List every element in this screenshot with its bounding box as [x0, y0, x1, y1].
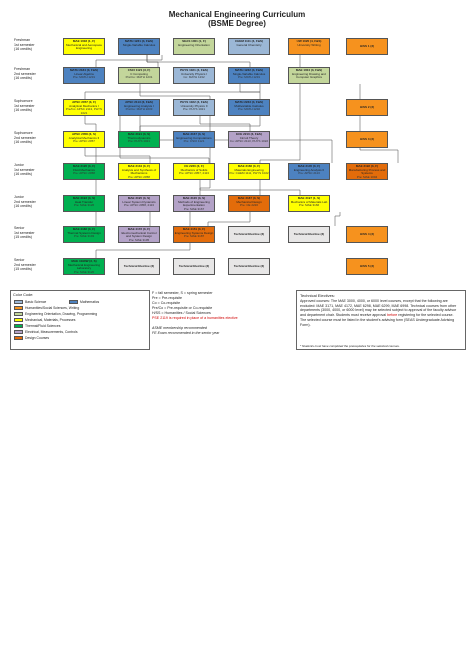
- course-name: Thermal Systems Design: [67, 230, 101, 235]
- course-name: Linear Algebra: [74, 71, 94, 76]
- course-code: Technical Elective (3): [233, 264, 265, 268]
- course-box: [288, 195, 330, 212]
- legend-swatch: [14, 336, 23, 340]
- semester-label-line1: Freshman: [14, 38, 31, 42]
- course-code: MAE 3145 (3, F): [297, 164, 321, 168]
- course-req: Pre: CSCI 1121: [183, 139, 205, 144]
- course-box: [63, 99, 105, 116]
- course-name: Mechanical and Aerospace Engineering: [65, 42, 103, 51]
- course-req: Pre: MAE 3166: [298, 203, 320, 208]
- course-box: [346, 131, 388, 148]
- course-req: Co: APSC 2113, PHYS 1022: [229, 139, 269, 144]
- course-req: Pre/Co: MATH 2233: [125, 107, 153, 112]
- semester-label-line2: 2nd semester: [14, 135, 36, 140]
- legend-label: Design Courses: [25, 336, 50, 340]
- course-req: Pre: MATH 1231: [237, 75, 261, 80]
- course-box: [63, 226, 105, 243]
- course-box: [118, 67, 160, 84]
- course-name: Mechanical Engineering Laboratory: [67, 262, 101, 271]
- semester-label-line3: (15 credits): [14, 235, 32, 240]
- course-name: Mechanical Design: [236, 199, 262, 204]
- course-box: [63, 195, 105, 212]
- course-name: General Chemistry: [236, 42, 262, 47]
- course-req: Pre: PHYS 1021: [127, 139, 150, 144]
- course-req: Pre: APSC 2058: [73, 171, 95, 176]
- course-code: PHYS 1021 (4, F&S): [180, 68, 208, 72]
- course-req: Pre/Co: MATH 1231: [125, 75, 153, 80]
- course-name: Engineering Analysis I: [124, 103, 154, 108]
- tech-body-emphasis: before: [386, 313, 398, 318]
- course-code: CE 2220 (3, F): [184, 164, 204, 168]
- title-line-1: Mechanical Engineering Curriculum: [168, 10, 306, 19]
- semester-label-line2: 1st semester: [14, 103, 35, 108]
- course-box: [173, 226, 215, 243]
- title-line-2: (BSME Degree): [208, 19, 266, 28]
- course-box: [228, 67, 270, 84]
- semester-label-line3: (16 credits): [14, 108, 32, 113]
- legend-label: Mechanical, Materials, Processes: [25, 318, 76, 322]
- semester-label-line1: Freshman: [14, 67, 31, 71]
- course-name: Analytical Mechanics I: [69, 103, 99, 108]
- course-name: Circuit Theory: [239, 135, 259, 140]
- course-req: Pre: MATH 1232: [237, 107, 261, 112]
- course-code: MATH 2233 (4, F&S): [234, 100, 264, 104]
- course-code: CHEM 1111 (4, F&S): [234, 39, 263, 43]
- color-code-legend: [10, 290, 150, 350]
- course-code: Technical Elective (3): [123, 264, 155, 268]
- course-code: MAE 1003 (1, F): [72, 39, 96, 43]
- course-code: MAE 3192 (3, F): [355, 164, 379, 168]
- tech-body-rest: registering for the selected course. The selected course must be listed in the student's advising form (SEAS Undergraduate Advising Form).: [300, 313, 455, 327]
- legend-swatch: [69, 300, 78, 304]
- legend-swatch: [14, 300, 23, 304]
- course-box: [288, 67, 330, 84]
- course-code: MAE 3197 (1, S): [297, 196, 321, 200]
- semester-label-line1: Sophomore: [14, 99, 33, 103]
- course-name: Thermodynamics: [127, 135, 151, 140]
- semester-label-line1: Junior: [14, 163, 24, 167]
- semester-label-line1: Senior: [14, 258, 25, 262]
- course-box: [63, 131, 105, 148]
- course-name: University Physics II: [180, 103, 208, 108]
- technical-electives-box: [296, 290, 466, 350]
- course-code: APSC 2057 (3, F): [72, 100, 96, 104]
- course-code: MAE 3191 (3, S): [127, 132, 151, 136]
- course-req: Co: MATH 1232: [183, 75, 205, 80]
- note-line: FE Exam recommended in the senior year: [152, 331, 220, 335]
- course-code: MAE 3187 (3, S): [237, 196, 261, 200]
- semester-label-line2: 2nd semester: [14, 199, 36, 204]
- course-name: C Computing: [130, 71, 148, 76]
- course-req: Pre: CE 2220: [239, 203, 258, 208]
- course-box: [63, 258, 105, 275]
- course-code: H/SS 1 (3): [359, 44, 374, 48]
- tech-body: [300, 299, 460, 327]
- tech-body-main: Approved courses: The MAE 3000, 4000, or 6000 level courses, except that the following are excluded: MAE 3171, MAE 4172, MAE 6298, MAE 6299, MAE 6998. Technical courses from other departments (3000, 4000, or 6000 level) may be selected subject to approval of the faculty advisor and department chair. Students must receive approval: [300, 299, 457, 318]
- course-req: Pre: APSC 2058: [128, 174, 150, 179]
- course-code: H/SS 2 (3): [359, 105, 374, 109]
- course-code: MAE 1004 (3, F&S): [295, 68, 323, 72]
- course-name: Single-Variable Calculus: [122, 42, 156, 47]
- course-box: [173, 258, 215, 275]
- course-req: Pre: MAE 3120: [73, 269, 95, 274]
- semester-label-line2: 2nd semester: [14, 262, 36, 267]
- course-box: [118, 258, 160, 275]
- course-req: Pre: CHEM 1111, PHYS 1022: [229, 171, 269, 176]
- course-name: Heat Transfer: [74, 199, 94, 204]
- course-box: [228, 258, 270, 275]
- note-line: Co = Co-requisite: [152, 301, 181, 305]
- course-box: [118, 163, 160, 180]
- course-code: MATH 1231 (4, F&S): [124, 39, 154, 43]
- course-code: Technical Elective (3): [233, 232, 265, 236]
- course-box: [288, 226, 330, 243]
- course-box: [118, 226, 160, 243]
- course-name: Engineering Drawing and Computer Graphics: [292, 71, 326, 80]
- course-name: Mechanics of Solids: [180, 167, 208, 172]
- course-box: [118, 195, 160, 212]
- course-box: [63, 163, 105, 180]
- note-line: Pre/Co = Pre-requisite or Co-requisite: [152, 306, 213, 310]
- note-line: H/SS = Humanities / Social Sciences: [152, 311, 211, 315]
- course-box: [118, 131, 160, 148]
- course-req: Pre: MAE 3193: [73, 234, 95, 239]
- legend-label: Mathematics: [80, 300, 100, 304]
- course-box: [228, 163, 270, 180]
- course-name: Fluid Mechanics: [73, 167, 95, 172]
- semester-label-line2: 1st semester: [14, 230, 35, 235]
- course-box: [288, 38, 330, 55]
- course-name: University Writing: [297, 42, 321, 47]
- legend-swatch: [14, 312, 23, 316]
- course-name: Engineering Computations: [176, 135, 212, 140]
- legend-title: Color Code:: [13, 293, 34, 297]
- semester-label-line2: 1st semester: [14, 42, 35, 47]
- course-code: MAE 4182 (3, F): [72, 227, 96, 231]
- course-req: Pre: APSC 2057, 2113: [179, 171, 209, 176]
- course-code: MAE 3120 (3, S): [182, 196, 206, 200]
- course-box: [173, 131, 215, 148]
- course-req: Pre: MATH 1231: [72, 75, 96, 80]
- legend-label: Basic Science: [25, 300, 47, 304]
- course-code: Technical Elective (3): [293, 232, 325, 236]
- course-box: [118, 99, 160, 116]
- legend-swatch: [14, 324, 23, 328]
- course-box: [228, 131, 270, 148]
- note-line: F = fall semester, S = spring semester: [152, 291, 213, 295]
- course-name: University Physics I: [180, 71, 207, 76]
- semester-label-line3: (16 credits): [14, 47, 32, 52]
- course-code: MAE 4172 (3, F): [127, 227, 151, 231]
- course-code: MATH 1232 (4, F&S): [234, 68, 264, 72]
- semester-label-line3: (16 credits): [14, 140, 32, 145]
- course-code: ECE 2210 (3, F&S): [236, 132, 262, 136]
- course-name: Linear System Dynamics: [122, 199, 156, 204]
- course-req: Pre: APSC 2058, 2113: [124, 203, 154, 208]
- legend-label: Engineering Orientation, Drawing, Programming: [25, 312, 98, 316]
- course-box: [173, 195, 215, 212]
- course-req: Pre: MAE 3126: [73, 203, 95, 208]
- course-box: [228, 226, 270, 243]
- legend-swatch: [14, 306, 23, 310]
- course-box: [346, 258, 388, 275]
- course-code: MAE 3166 (3, F): [237, 164, 261, 168]
- course-req: Pre: PHYS 1021: [182, 107, 205, 112]
- legend-label: Thermal/Fluid Sciences: [25, 324, 61, 328]
- course-code: MAE 4193W (3, S): [71, 259, 97, 263]
- legend-label: Electrical, Measurements, Controls: [25, 330, 78, 334]
- course-box: [346, 226, 388, 243]
- semester-label-line3: (16 credits): [14, 172, 32, 177]
- semester-label-line1: Senior: [14, 226, 25, 230]
- course-code: APSC 2058 (3, S): [71, 132, 96, 136]
- course-name: Analytical Mechanics II: [68, 135, 100, 140]
- course-name: Engineering Systems Design: [174, 230, 214, 235]
- course-name: Manufacturing Process and Systems: [348, 167, 386, 176]
- semester-label-line3: (16 credits): [14, 76, 32, 81]
- course-req: Pre: MAE 1004: [356, 174, 378, 179]
- semester-label-line2: 2nd semester: [14, 71, 36, 76]
- course-box: [118, 38, 160, 55]
- course-code: SEAS 1001 (1, F): [182, 39, 206, 43]
- tech-title: Technical Electives:: [300, 293, 335, 298]
- course-box: [228, 38, 270, 55]
- legend-label: Humanities/Social Sciences, Writing: [25, 306, 80, 310]
- course-code: MAE 3126 (3, F): [72, 164, 96, 168]
- semester-label-line3: (16 credits): [14, 204, 32, 209]
- course-code: H/SS 4 (3): [359, 232, 374, 236]
- course-code: MAE 3134 (3, F): [127, 164, 151, 168]
- course-box: [173, 163, 215, 180]
- course-box: [63, 67, 105, 84]
- note-line: ASME membership recommended: [152, 326, 207, 330]
- course-name: Engineering Orientation: [178, 42, 210, 47]
- course-code: CSCI 1121 (3, F): [127, 68, 151, 72]
- course-req: Pre: MAE 3195: [128, 237, 150, 242]
- course-code: UW 1020 (4, F&S): [296, 39, 322, 43]
- course-box: [173, 38, 215, 55]
- course-code: MAE 3167 (3, S): [182, 132, 206, 136]
- course-name: Analysis and Synthesis of Mechanisms: [121, 167, 157, 176]
- legend-swatch: [14, 330, 23, 334]
- course-req: Pre: APSC 2113: [298, 171, 320, 176]
- course-name: Engineering Analysis II: [293, 167, 325, 172]
- course-box: [228, 99, 270, 116]
- course-name: Single-Variable Calculus: [232, 71, 266, 76]
- course-code: H/SS 3 (3): [359, 137, 374, 141]
- course-req: Pre: MAE 3167: [183, 206, 205, 211]
- course-box: [346, 38, 388, 55]
- course-box: [173, 67, 215, 84]
- course-box: [173, 99, 215, 116]
- course-req: Pre: APSC 2057: [73, 139, 95, 144]
- course-name: Materials Engineering: [234, 167, 264, 172]
- legend-swatch: [14, 318, 23, 322]
- course-name: Electromechanical Control and System Design: [121, 230, 157, 239]
- semester-label-line1: Sophomore: [14, 131, 33, 135]
- course-code: MAE 3195 (3, S): [127, 196, 151, 200]
- course-code: Technical Elective (3): [178, 264, 210, 268]
- note-line: PSE 2119 is required in place of a humanities elective: [152, 316, 238, 320]
- course-box: [63, 38, 105, 55]
- course-name: Mechanics of Materials Lab: [290, 199, 328, 204]
- course-name: Multivariable Calculus: [234, 103, 264, 108]
- course-code: APSC 2113 (3, F&S): [125, 100, 153, 104]
- course-box: [228, 195, 270, 212]
- course-code: MAE 3193 (3, S): [72, 196, 96, 200]
- course-code: MATH 2184 (3, F&S): [69, 68, 99, 72]
- course-req: Pre: MAE 3187: [183, 234, 205, 239]
- course-code: PHYS 1022 (4, F&S): [180, 100, 208, 104]
- course-box: [288, 163, 330, 180]
- course-name: Methods of Engineering Experimentation: [178, 199, 210, 208]
- course-req: Pre/Co: APSC 2113, PHYS 1021: [65, 107, 103, 115]
- course-box: [346, 163, 388, 180]
- course-code: H/SS 5 (3): [359, 264, 374, 268]
- tech-footnote: * Students must have completed the prerequisites for the selected courses.: [300, 344, 400, 348]
- course-box: [346, 99, 388, 116]
- semester-label-line1: Junior: [14, 195, 24, 199]
- course-code: MAE 4151 (3, F): [182, 227, 206, 231]
- note-line: Pre = Pre-requisite: [152, 296, 183, 300]
- semester-label-line3: (15 credits): [14, 267, 32, 272]
- semester-label-line2: 1st semester: [14, 167, 35, 172]
